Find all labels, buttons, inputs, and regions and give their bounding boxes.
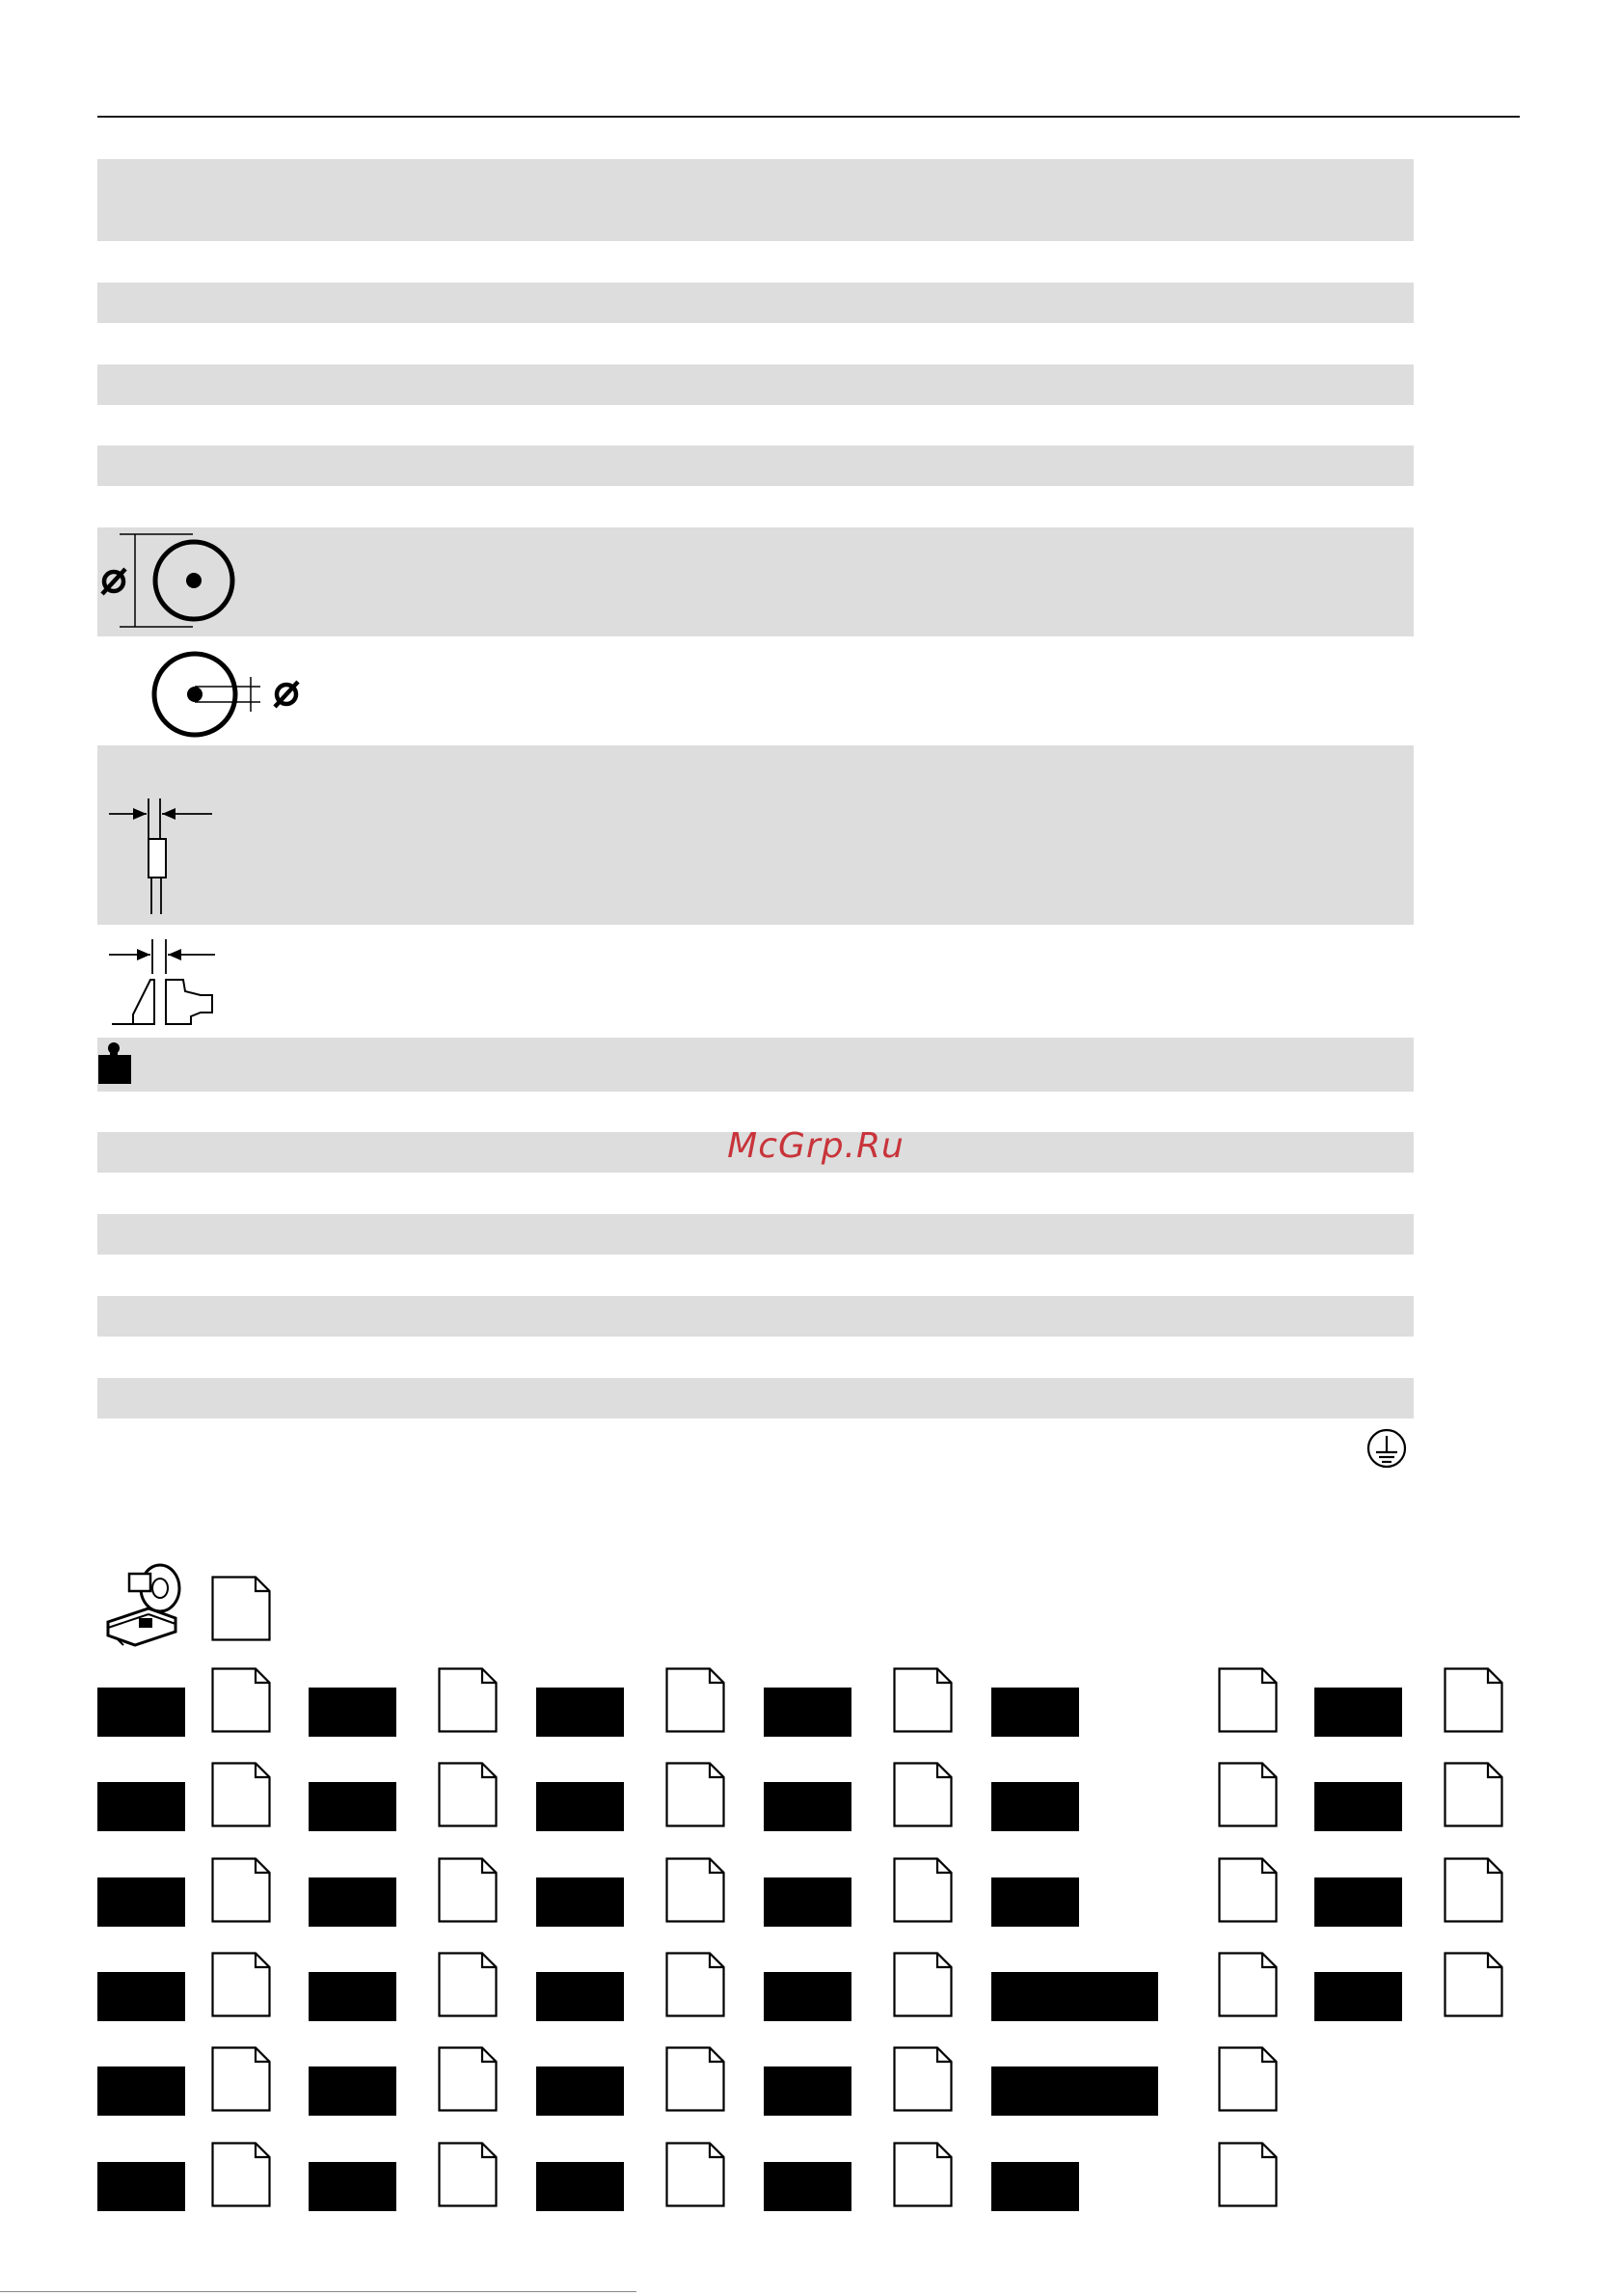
black-label xyxy=(309,1782,396,1831)
page-icon xyxy=(438,2046,498,2112)
black-label xyxy=(536,2066,624,2116)
page-icon xyxy=(211,1762,271,1827)
blade-thickness-icon xyxy=(104,791,220,916)
top-rule xyxy=(97,116,1520,118)
spec-row xyxy=(97,1038,1414,1092)
page-icon xyxy=(1218,1762,1278,1827)
black-label xyxy=(764,2162,851,2211)
page-icon xyxy=(665,2046,725,2112)
page-icon xyxy=(665,1952,725,2017)
page-icon xyxy=(438,2142,498,2207)
page-icon xyxy=(1218,1952,1278,2017)
black-label xyxy=(536,2162,624,2211)
spec-row xyxy=(97,1378,1414,1418)
black-label xyxy=(309,2162,396,2211)
spec-row xyxy=(97,365,1414,405)
page-icon xyxy=(893,2046,953,2112)
black-label xyxy=(1314,1782,1402,1831)
black-label xyxy=(991,1782,1079,1831)
spec-row xyxy=(97,283,1414,323)
page-icon xyxy=(1444,1762,1503,1827)
black-label xyxy=(991,1877,1079,1927)
outer-diameter-icon xyxy=(96,530,246,632)
spec-row xyxy=(97,745,1414,925)
watermark: McGrp.Ru xyxy=(727,1126,905,1166)
page-icon xyxy=(893,1952,953,2017)
black-label xyxy=(991,1688,1079,1737)
cutting-width-icon xyxy=(104,935,230,1032)
page-icon xyxy=(211,2142,271,2207)
page-icon xyxy=(665,1762,725,1827)
spec-row xyxy=(97,1214,1414,1255)
page-icon xyxy=(211,2046,271,2112)
page-icon xyxy=(1218,1857,1278,1923)
page-icon xyxy=(438,1667,498,1733)
black-label xyxy=(97,1877,185,1927)
page-icon xyxy=(438,1952,498,2017)
page-icon xyxy=(1444,1857,1503,1923)
page-icon xyxy=(665,1857,725,1923)
black-label xyxy=(97,1782,185,1831)
black-label xyxy=(1314,1877,1402,1927)
page-icon xyxy=(893,1857,953,1923)
page-icon xyxy=(893,1762,953,1827)
page-icon xyxy=(438,1762,498,1827)
black-label xyxy=(309,2066,396,2116)
black-label xyxy=(764,1782,851,1831)
black-label xyxy=(1314,1972,1402,2021)
black-label xyxy=(764,1877,851,1927)
black-label xyxy=(764,2066,851,2116)
black-label xyxy=(309,1972,396,2021)
page-icon xyxy=(1218,2046,1278,2112)
page-icon xyxy=(893,2142,953,2207)
page-icon xyxy=(1218,2142,1278,2207)
black-label xyxy=(764,1972,851,2021)
black-label xyxy=(309,1688,396,1737)
black-label xyxy=(991,2066,1158,2116)
page-icon xyxy=(438,1857,498,1923)
spec-row xyxy=(97,527,1414,636)
protective-earth-icon xyxy=(1364,1426,1409,1471)
bottom-rule xyxy=(0,2291,636,2292)
black-label xyxy=(97,2066,185,2116)
black-label xyxy=(536,1688,624,1737)
black-label xyxy=(536,1972,624,2021)
black-label xyxy=(991,1972,1158,2021)
black-label xyxy=(536,1782,624,1831)
page-icon xyxy=(1444,1952,1503,2017)
spec-row xyxy=(97,1296,1414,1337)
weight-icon xyxy=(97,1041,136,1085)
page-icon xyxy=(893,1667,953,1733)
black-label xyxy=(97,2162,185,2211)
black-label xyxy=(1314,1688,1402,1737)
page-icon xyxy=(665,1667,725,1733)
black-label xyxy=(309,1877,396,1927)
bore-diameter-icon xyxy=(149,646,309,743)
spec-row xyxy=(97,446,1414,486)
page-icon xyxy=(665,2142,725,2207)
tool-illustration-icon xyxy=(100,1554,187,1651)
black-label xyxy=(991,2162,1079,2211)
spec-row xyxy=(97,159,1414,241)
black-label xyxy=(536,1877,624,1927)
page-icon xyxy=(211,1576,271,1641)
page-icon xyxy=(211,1857,271,1923)
black-label xyxy=(97,1972,185,2021)
page-icon xyxy=(211,1952,271,2017)
page-icon xyxy=(1444,1667,1503,1733)
page-icon xyxy=(1218,1667,1278,1733)
page-icon xyxy=(211,1667,271,1733)
black-label xyxy=(764,1688,851,1737)
black-label xyxy=(97,1688,185,1737)
